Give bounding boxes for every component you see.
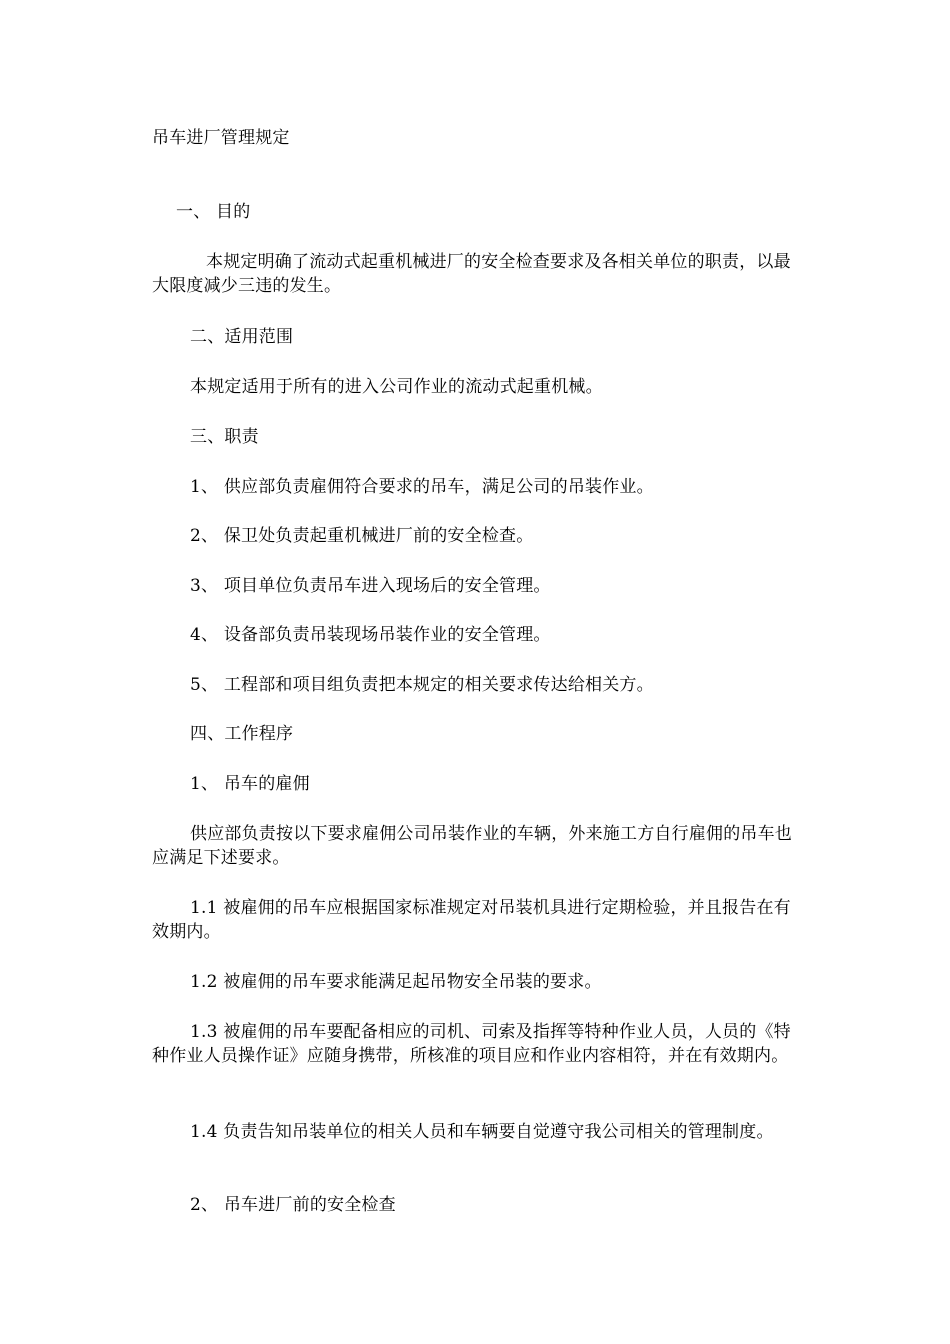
duty-item: 4、 设备部负责吊装现场吊装作业的安全管理。	[190, 625, 551, 645]
subsection-intro-hiring: 供应部负责按以下要求雇佣公司吊装作业的车辆，外来施工方自行雇佣的吊车也应满足下述要求。	[152, 824, 792, 868]
section-body-scope: 本规定适用于所有的进入公司作业的流动式起重机械。	[190, 377, 603, 397]
subsection-heading-inspection: 2、 吊车进厂前的安全检查	[190, 1195, 396, 1215]
section-heading-duties: 三、职责	[190, 427, 259, 447]
duty-item: 3、 项目单位负责吊车进入现场后的安全管理。	[190, 576, 551, 596]
duty-item: 1、 供应部负责雇佣符合要求的吊车，满足公司的吊装作业。	[190, 477, 654, 497]
section-heading-purpose: 一、 目的	[176, 202, 251, 222]
duty-item: 5、 工程部和项目组负责把本规定的相关要求传达给相关方。	[190, 675, 654, 695]
requirement-item: 1.4 负责告知吊装单位的相关人员和车辆要自觉遵守我公司相关的管理制度。	[190, 1122, 774, 1142]
duty-item: 2、 保卫处负责起重机械进厂前的安全检查。	[190, 526, 534, 546]
section-heading-procedure: 四、工作程序	[190, 724, 294, 744]
document-title: 吊车进厂管理规定	[152, 128, 290, 148]
section-heading-scope: 二、适用范围	[190, 327, 294, 347]
requirement-item: 1.2 被雇佣的吊车要求能满足起吊物安全吊装的要求。	[190, 972, 602, 992]
requirement-item: 1.3 被雇佣的吊车要配备相应的司机、司索及指挥等特种作业人员，人员的《特种作业人员操作证》应随身携带，所核准的项目应和作业内容相符，并在有效期内。	[152, 1022, 791, 1066]
subsection-heading-hiring: 1、 吊车的雇佣	[190, 774, 310, 794]
section-body-purpose: 本规定明确了流动式起重机械进厂的安全检查要求及各相关单位的职责，以最大限度减少三违的发生。	[152, 252, 791, 296]
requirement-item: 1.1 被雇佣的吊车应根据国家标准规定对吊装机具进行定期检验，并且报告在有效期内。	[152, 898, 791, 942]
